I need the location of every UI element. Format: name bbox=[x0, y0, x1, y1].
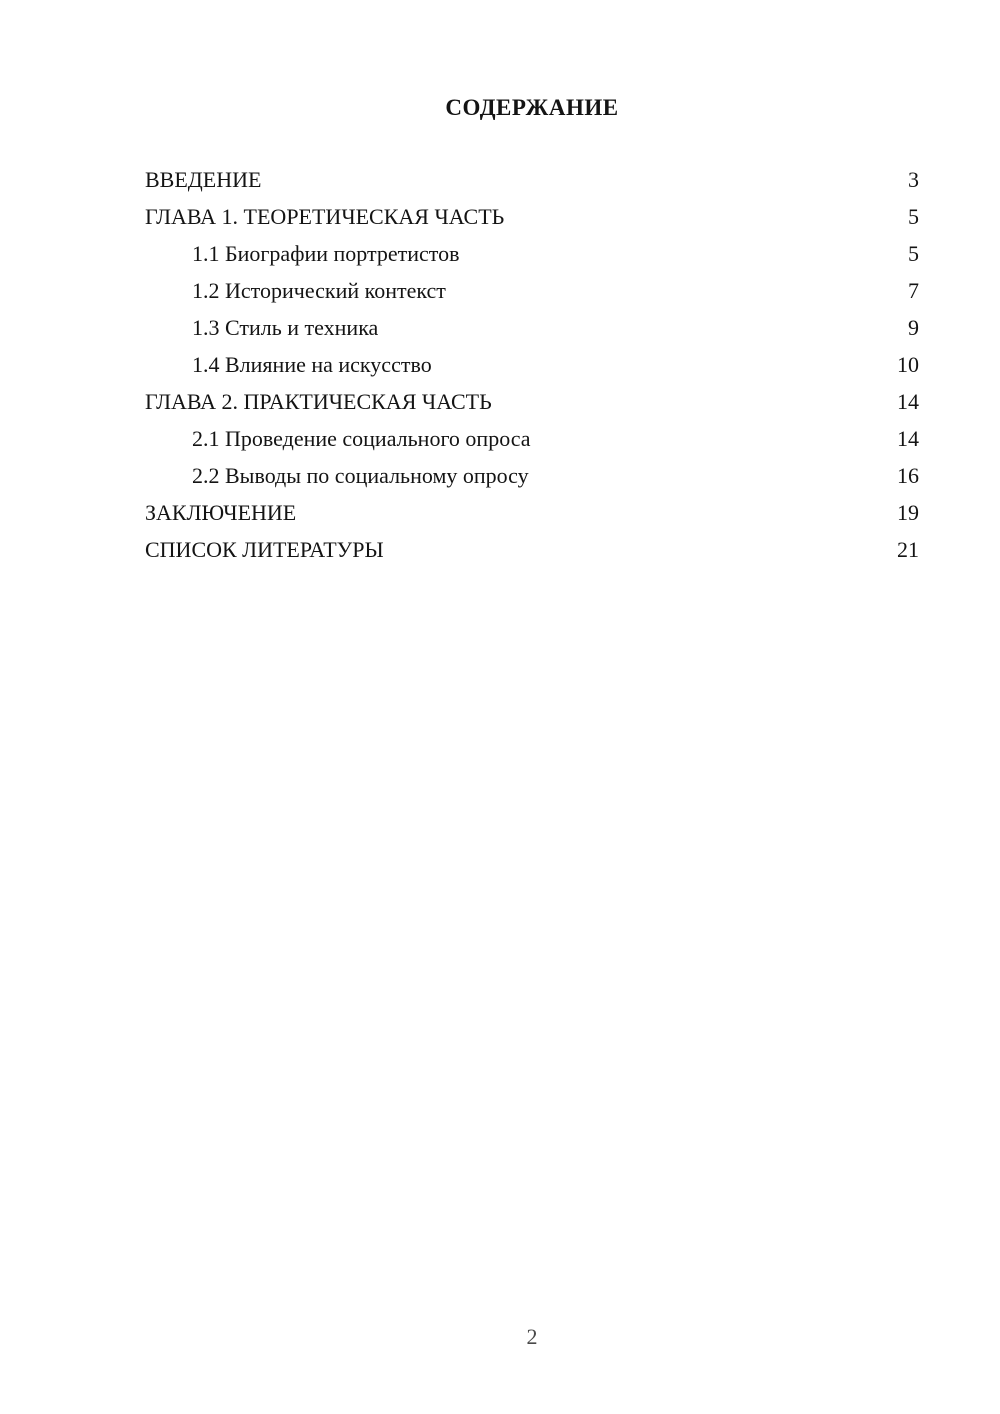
toc-entry-page: 14 bbox=[897, 426, 919, 451]
toc-entry-page: 10 bbox=[897, 352, 919, 377]
toc-entry-page: 7 bbox=[908, 278, 919, 303]
toc-entry bbox=[145, 309, 919, 346]
toc-entry-page: 5 bbox=[908, 204, 919, 229]
toc-entry-page: 3 bbox=[908, 167, 919, 192]
toc-entry-page: 16 bbox=[897, 463, 919, 488]
toc-entry-label: ЗАКЛЮЧЕНИЕ bbox=[145, 500, 297, 525]
toc-entry-label: 2.2 Выводы по социальному опросу bbox=[192, 463, 529, 488]
toc-entry-label: ГЛАВА 2. ПРАКТИЧЕСКАЯ ЧАСТЬ bbox=[145, 389, 492, 414]
toc-entry bbox=[145, 346, 919, 383]
toc-entry bbox=[145, 272, 919, 309]
toc-entry-label: ГЛАВА 1. ТЕОРЕТИЧЕСКАЯ ЧАСТЬ bbox=[145, 204, 505, 229]
toc-entry-page: 19 bbox=[897, 500, 919, 525]
toc-entry-label: 1.2 Исторический контекст bbox=[192, 278, 446, 303]
toc-entry bbox=[145, 161, 919, 198]
toc-entry bbox=[145, 494, 919, 531]
toc-entry-page: 21 bbox=[897, 537, 919, 562]
toc-entry bbox=[145, 383, 919, 420]
toc-entry-label: ВВЕДЕНИЕ bbox=[145, 167, 262, 192]
toc-entry-page: 14 bbox=[897, 389, 919, 414]
toc-entry-label: 1.4 Влияние на искусство bbox=[192, 352, 432, 377]
toc-content bbox=[145, 89, 919, 568]
footer-page-number: 2 bbox=[526, 1324, 538, 1349]
toc-entry bbox=[145, 420, 919, 457]
toc-entry-label: СПИСОК ЛИТЕРАТУРЫ bbox=[145, 537, 384, 562]
toc-entry bbox=[145, 531, 919, 568]
toc-entry-page: 9 bbox=[908, 315, 919, 340]
toc-list bbox=[145, 161, 919, 568]
toc-entry-page: 5 bbox=[908, 241, 919, 266]
toc-entry-label: 1.3 Стиль и техника bbox=[192, 315, 379, 340]
toc-entry bbox=[145, 198, 919, 235]
toc-entry bbox=[145, 457, 919, 494]
toc-entry-label: 1.1 Биографии портретистов bbox=[192, 241, 460, 266]
toc-entry bbox=[145, 235, 919, 272]
page-title: СОДЕРЖАНИЕ bbox=[445, 95, 619, 120]
toc-entry-label: 2.1 Проведение социального опроса bbox=[192, 426, 531, 451]
